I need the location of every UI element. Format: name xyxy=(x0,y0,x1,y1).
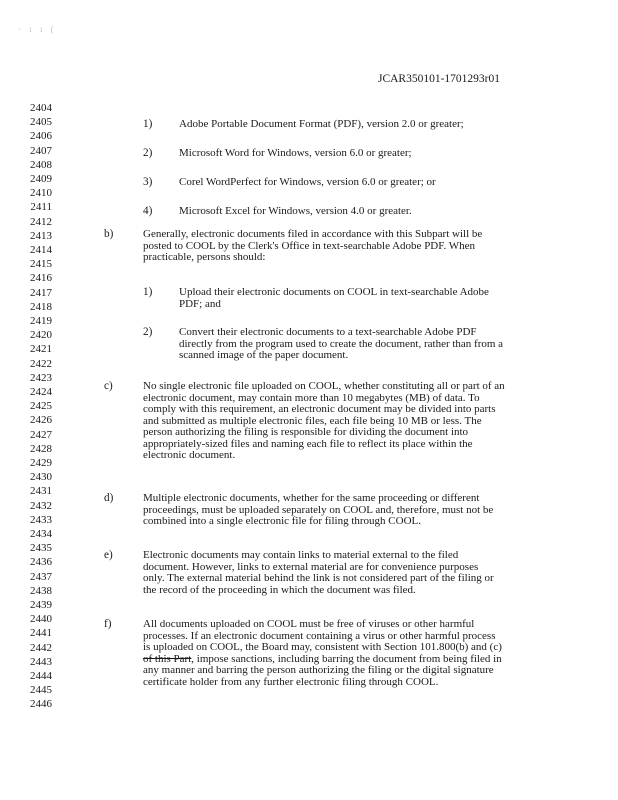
line-number: 2415 xyxy=(30,258,52,271)
line-number: 2420 xyxy=(30,329,52,342)
line-number: 2424 xyxy=(30,386,52,398)
section-d-line: Multiple electronic documents, whether for the same proceeding or different xyxy=(143,492,480,504)
corner-scan-mark: · ı ı ( xyxy=(18,24,57,34)
section-f-line: processes. If an electronic document containing a virus or other harmful process xyxy=(143,629,496,642)
format-label-1: 1) xyxy=(143,118,153,130)
format-label-4: 4) xyxy=(143,205,153,217)
section-b-item-1-label: 1) xyxy=(143,286,153,298)
format-text-1: Adobe Portable Document Format (PDF), version 2.0 or greater; xyxy=(179,118,464,130)
section-f-line: is uploaded on COOL, the Board may, consistent with Section 101.800(b) and (c) xyxy=(143,641,502,654)
section-d-line: combined into a single electronic file for filing through COOL. xyxy=(143,515,421,528)
line-number: 2443 xyxy=(30,655,52,668)
section-c-line: person authorizing the filing is responsible for dividing the document into xyxy=(143,426,469,439)
section-b-line: Generally, electronic documents filed in accordance with this Subpart will be xyxy=(143,228,483,240)
section-f-line-rest: , impose sanctions, including barring the document from being filed in xyxy=(191,652,502,665)
line-number: 2441 xyxy=(30,627,52,640)
line-number: 2445 xyxy=(30,684,52,697)
section-e-paragraph xyxy=(143,550,494,596)
section-b-item-2 xyxy=(179,327,503,362)
section-b-item-1-line: PDF; and xyxy=(179,297,221,310)
section-f-line: any manner and barring the person authorizing the filing or the digital signature xyxy=(143,664,494,677)
format-label-3: 3) xyxy=(143,176,153,188)
section-c-paragraph xyxy=(143,381,505,462)
line-number: 2418 xyxy=(30,300,52,313)
section-b-item-2-line: Convert their electronic documents to a text-searchable Adobe PDF xyxy=(179,326,477,338)
line-number: 2426 xyxy=(30,414,52,427)
line-number: 2434 xyxy=(30,528,52,540)
line-number: 2428 xyxy=(30,442,52,455)
document-code: JCAR350101-1701293r01 xyxy=(377,73,500,85)
line-number: 2411 xyxy=(30,201,52,214)
section-c-line: comply with this requirement, an electronic document may be divided into parts xyxy=(143,403,496,416)
section-f-line: All documents uploaded on COOL must be free of viruses or other harmful xyxy=(143,618,475,630)
section-c-line: No single electronic file uploaded on COOL, whether constituting all or part of an xyxy=(143,380,505,392)
line-number: 2410 xyxy=(30,187,52,200)
section-e-label: e) xyxy=(104,549,113,561)
section-d-paragraph xyxy=(143,493,493,528)
section-c-line: electronic document. xyxy=(143,449,236,462)
line-number: 2417 xyxy=(30,286,52,299)
section-b-paragraph xyxy=(143,229,482,264)
format-label-2: 2) xyxy=(143,147,153,159)
section-d-label: d) xyxy=(104,492,114,504)
line-number: 2414 xyxy=(30,244,52,256)
line-number: 2430 xyxy=(30,471,52,484)
section-c-line: appropriately-sized files and naming each file to reflect its place within the xyxy=(143,437,473,450)
section-b-line: practicable, persons should: xyxy=(143,251,266,264)
format-text-2: Microsoft Word for Windows, version 6.0 or greater; xyxy=(179,147,412,159)
format-text-3: Corel WordPerfect for Windows, version 6.0 or greater; or xyxy=(179,176,436,188)
line-number: 2438 xyxy=(30,584,52,597)
format-text-4: Microsoft Excel for Windows, version 4.0 or greater. xyxy=(179,205,412,217)
section-b-item-1 xyxy=(179,287,489,310)
section-b-line: posted to COOL by the Clerk's Office in text-searchable Adobe PDF. When xyxy=(143,239,476,252)
section-e-line: document. However, links to external material are for convenience purposes xyxy=(143,560,479,573)
line-number: 2413 xyxy=(30,229,52,242)
section-e-line: only. The external material behind the link is not considered part of the filing or xyxy=(143,572,494,585)
line-number: 2435 xyxy=(30,542,52,555)
section-f-label: f) xyxy=(104,618,112,630)
line-number: 2404 xyxy=(30,102,52,114)
line-number: 2439 xyxy=(30,599,52,611)
section-f-paragraph xyxy=(143,619,502,688)
line-number: 2412 xyxy=(30,215,52,228)
line-number: 2406 xyxy=(30,130,52,143)
line-number: 2416 xyxy=(30,272,52,285)
line-number: 2408 xyxy=(30,158,52,171)
section-d-line: proceedings, must be uploaded separately on COOL and, therefore, must not be xyxy=(143,503,494,516)
line-number: 2405 xyxy=(30,116,52,129)
section-f-line: certificate holder from any further electronic filing through COOL. xyxy=(143,675,439,688)
line-number: 2433 xyxy=(30,513,52,526)
section-e-line: Electronic documents may contain links to material external to the filed xyxy=(143,549,459,561)
line-number: 2432 xyxy=(30,499,52,512)
line-number: 2431 xyxy=(30,485,52,498)
section-e-line: the record of the proceeding in which the document was filed. xyxy=(143,583,416,596)
struck-text: of this Part xyxy=(143,652,192,665)
section-c-line: and submitted as multiple electronic files, each file being 10 MB or less. The xyxy=(143,414,482,427)
line-number: 2422 xyxy=(30,357,52,370)
line-number: 2407 xyxy=(30,144,52,157)
section-b-item-1-line: Upload their electronic documents on COOL in text-searchable Adobe xyxy=(179,286,489,298)
line-number: 2446 xyxy=(30,698,52,711)
section-b-item-2-line: scanned image of the paper document. xyxy=(179,349,349,362)
section-b-item-2-line: directly from the program used to create the document, rather than from a xyxy=(179,337,504,350)
line-number: 2425 xyxy=(30,400,52,413)
line-number: 2423 xyxy=(30,371,52,384)
line-number: 2427 xyxy=(30,428,52,441)
line-number: 2444 xyxy=(30,670,52,682)
line-number: 2429 xyxy=(30,457,52,469)
section-b-item-2-label: 2) xyxy=(143,326,153,338)
section-c-line: electronic document, may contain more than 10 megabytes (MB) of data. To xyxy=(143,391,480,404)
line-number: 2440 xyxy=(30,613,52,626)
line-number: 2419 xyxy=(30,315,52,327)
section-b-label: b) xyxy=(104,228,114,240)
line-number: 2436 xyxy=(30,556,52,569)
section-c-label: c) xyxy=(104,380,113,392)
line-number: 2442 xyxy=(30,641,52,654)
line-number: 2409 xyxy=(30,173,52,185)
line-number: 2437 xyxy=(30,570,52,583)
line-number: 2421 xyxy=(30,343,52,356)
